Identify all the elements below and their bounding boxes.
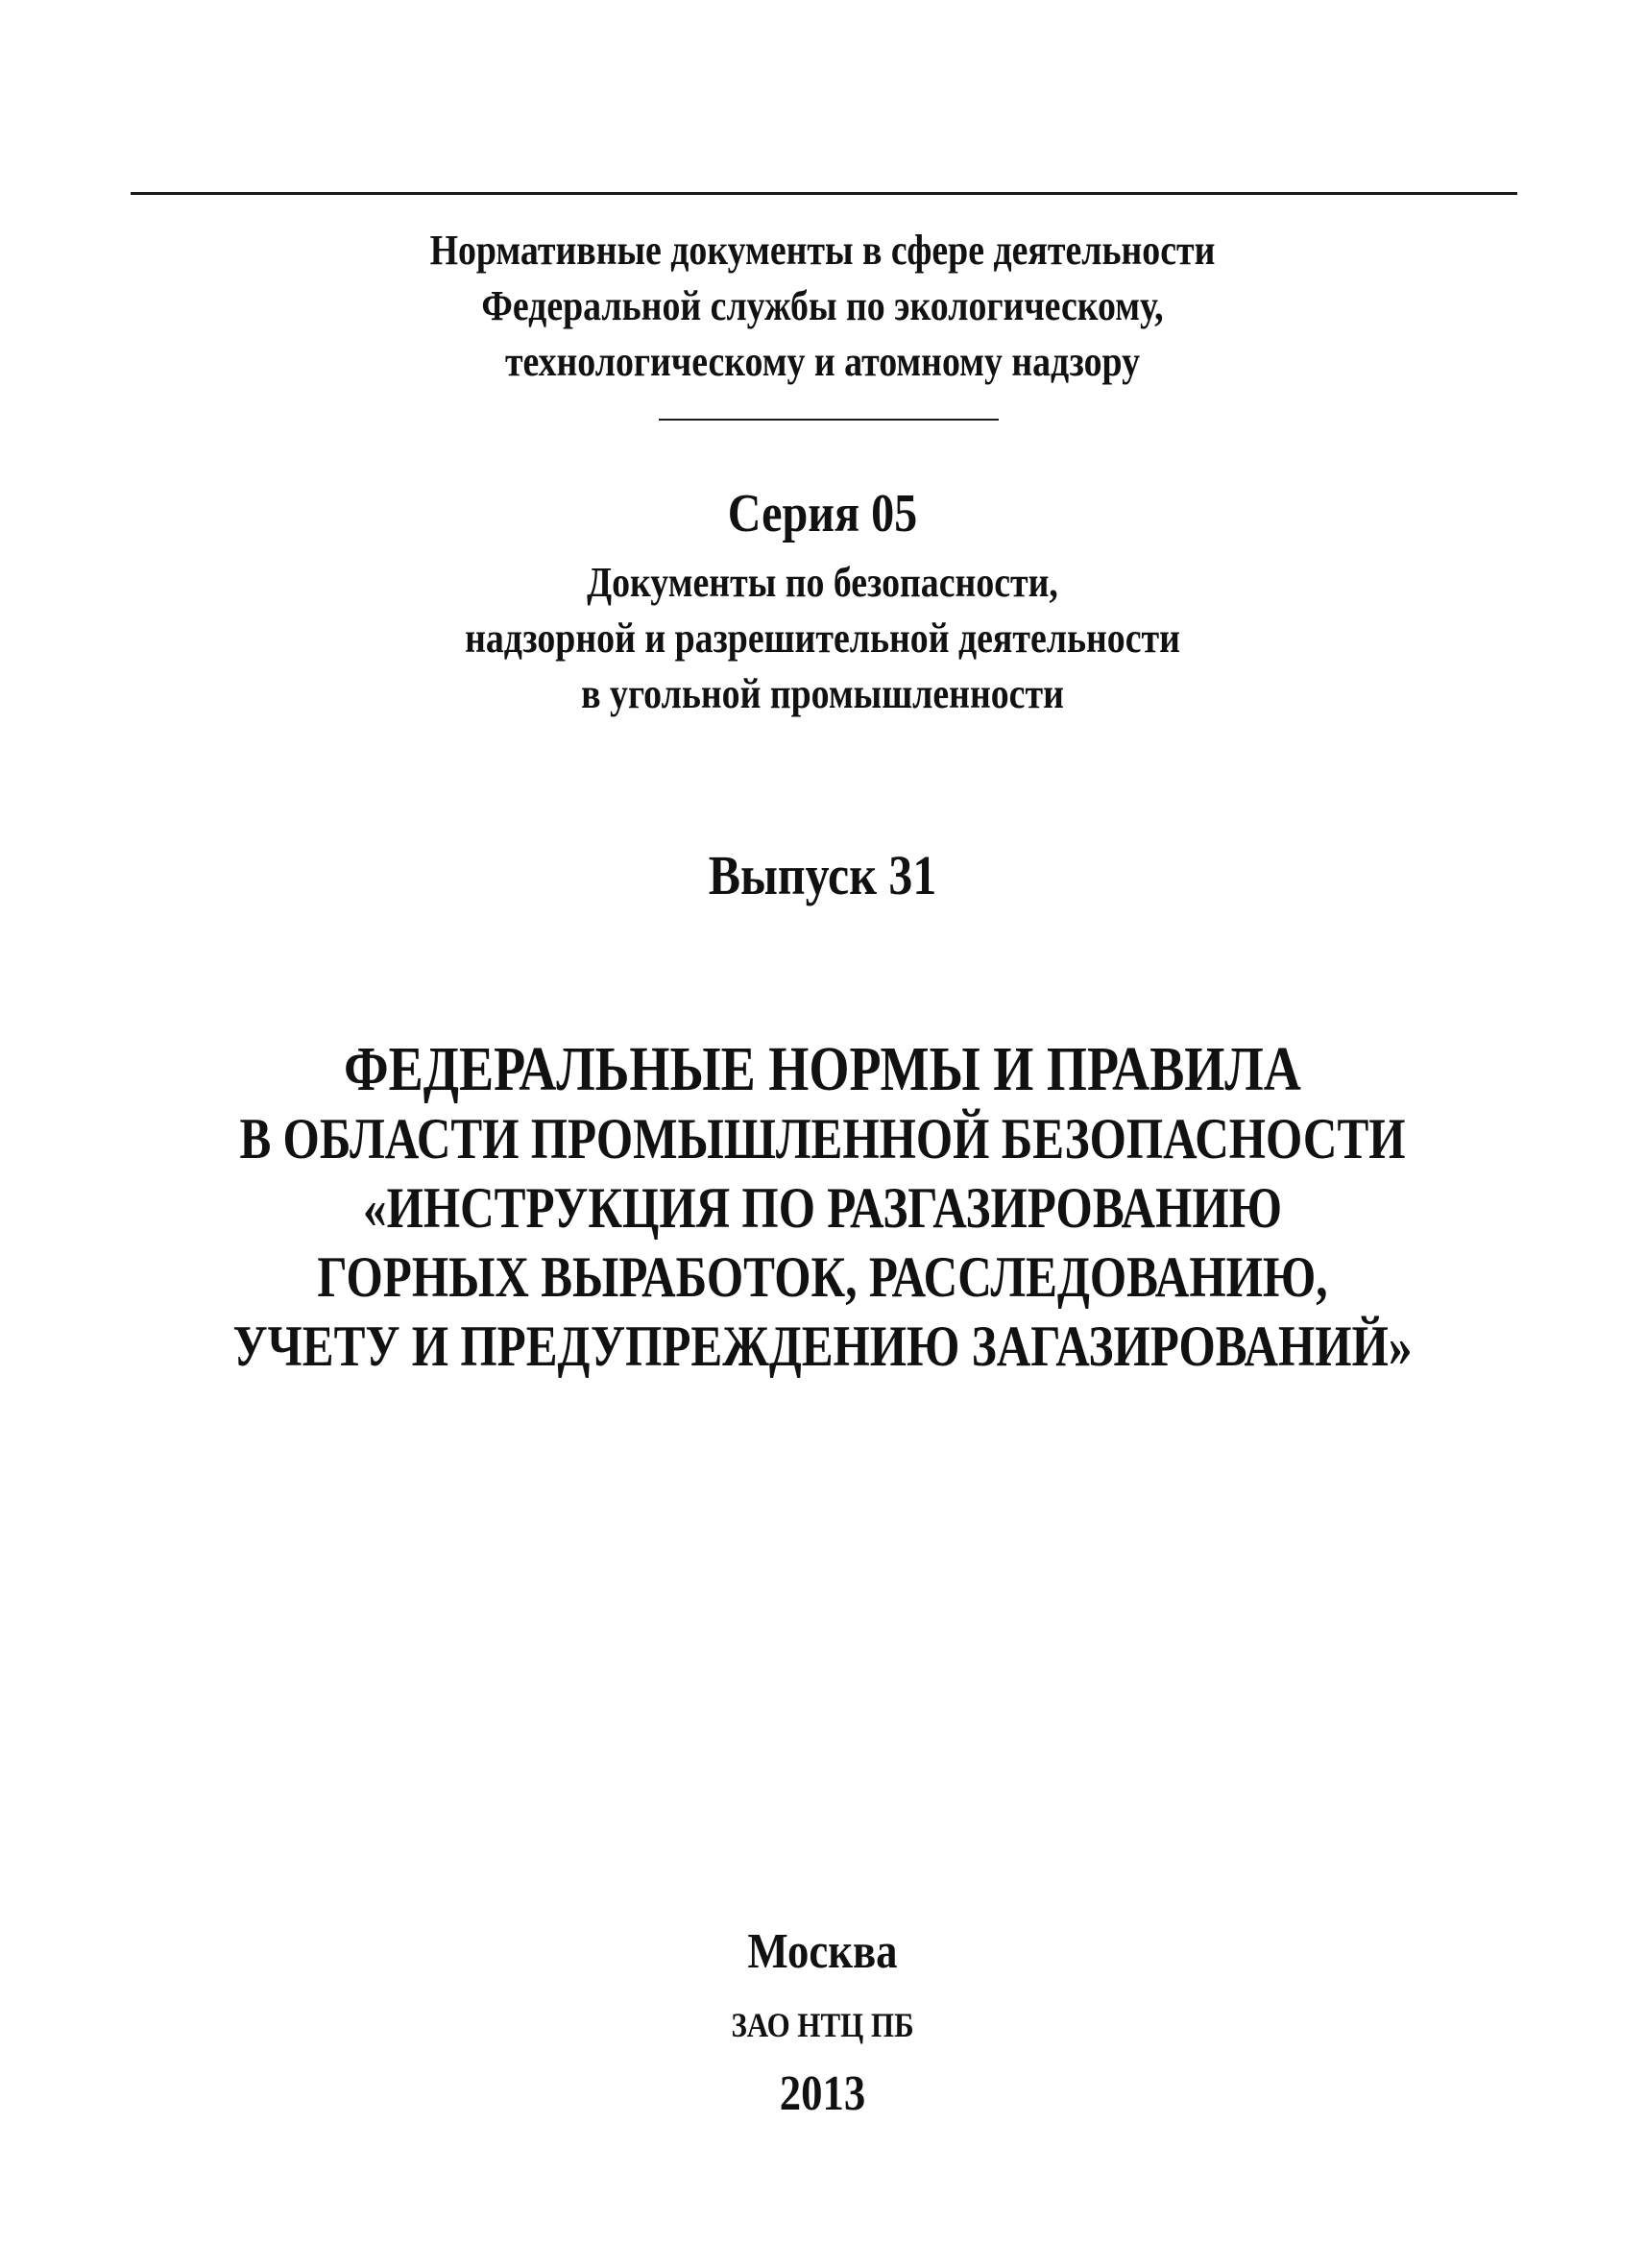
imprint-year	[115, 2064, 1530, 2124]
title-line: «ИНСТРУКЦИЯ ПО РАЗГАЗИРОВАНИЮ	[362, 1176, 1283, 1240]
header-divider	[659, 419, 999, 421]
series-title-text: Серия 05	[727, 484, 918, 543]
document-title	[148, 1035, 1497, 1381]
header-line: Федеральной службы по экологическому,	[481, 282, 1164, 329]
header-line: Нормативные документы в сфере деятельности	[429, 227, 1216, 274]
city-text: Москва	[747, 1924, 898, 1979]
title-line: ГОРНЫХ ВЫРАБОТОК, РАССЛЕДОВАНИЮ,	[317, 1245, 1328, 1309]
series-description	[115, 555, 1530, 722]
issue-number	[115, 841, 1530, 910]
series-line: Документы по безопасности,	[587, 559, 1058, 606]
series-title	[115, 480, 1530, 547]
issue-text: Выпуск 31	[708, 844, 937, 906]
header-block	[115, 223, 1530, 390]
imprint-publisher	[115, 2003, 1530, 2047]
top-divider	[131, 192, 1517, 195]
series-line: в угольной промышленности	[581, 670, 1064, 717]
title-line: УЧЕТУ И ПРЕДУПРЕЖДЕНИЮ ЗАГАЗИРОВАНИЙ»	[232, 1315, 1413, 1378]
series-line: надзорной и разрешительной деятельности	[465, 615, 1180, 662]
header-line: технологическому и атомному надзору	[504, 338, 1141, 385]
year-text: 2013	[779, 2066, 866, 2121]
publisher-text: ЗАО НТЦ ПБ	[731, 2006, 914, 2044]
imprint-city	[115, 1922, 1530, 1982]
title-line: ФЕДЕРАЛЬНЫЕ НОРМЫ И ПРАВИЛА	[344, 1034, 1301, 1104]
title-line: В ОБЛАСТИ ПРОМЫШЛЕННОЙ БЕЗОПАСНОСТИ	[239, 1107, 1406, 1170]
